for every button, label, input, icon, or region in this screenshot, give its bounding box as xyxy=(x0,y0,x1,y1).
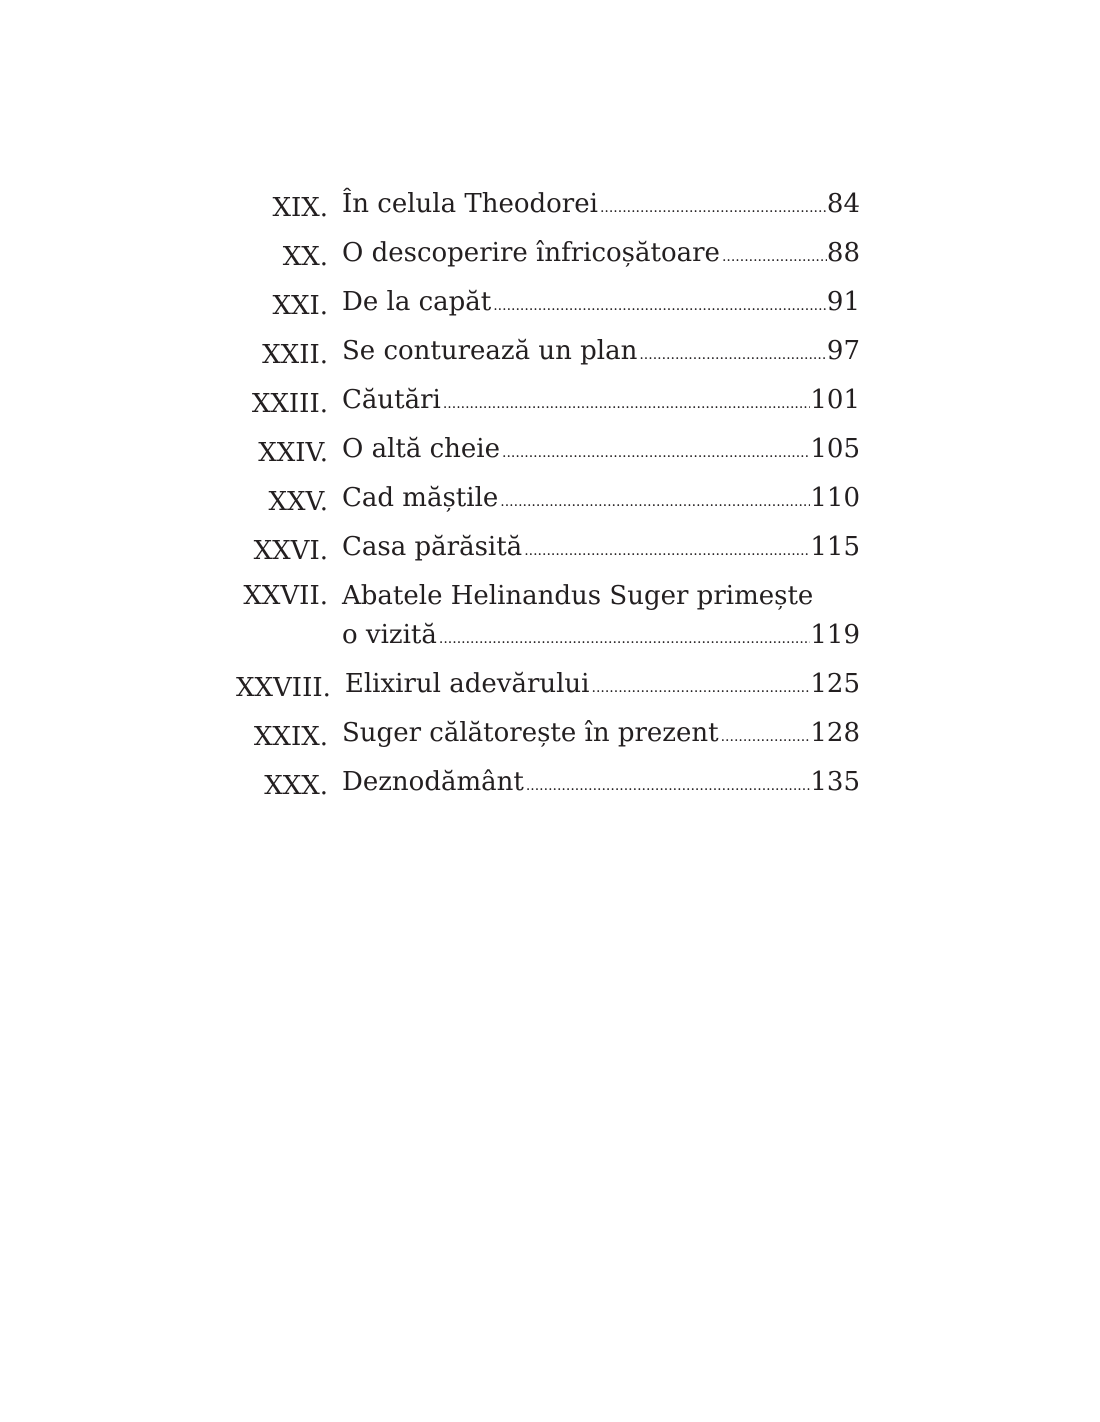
chapter-title: Cad măștile xyxy=(342,483,499,513)
toc-entry xyxy=(236,476,860,525)
page-number: 91 xyxy=(826,287,860,317)
page-number: 128 xyxy=(810,718,860,748)
leader-dots xyxy=(437,617,810,662)
page-number: 119 xyxy=(810,620,860,650)
page-number: 135 xyxy=(810,767,860,797)
table-of-contents xyxy=(236,182,860,809)
toc-entry xyxy=(236,574,860,662)
page-number: 105 xyxy=(810,434,860,464)
chapter-number: XXIII. xyxy=(251,389,328,419)
chapter-title: Elixirul adevărului xyxy=(344,669,590,699)
chapter-number: XX. xyxy=(282,242,328,272)
toc-entry xyxy=(236,662,860,711)
chapter-number: XXX. xyxy=(264,771,328,801)
chapter-title: Căutări xyxy=(342,385,441,415)
chapter-number: XXVIII. xyxy=(236,673,331,703)
chapter-title: Se conturează un plan xyxy=(342,336,638,366)
leader-dots xyxy=(590,666,811,711)
chapter-number: XIX. xyxy=(272,193,328,223)
chapter-title: Deznodământ xyxy=(342,767,524,797)
toc-entry xyxy=(236,525,860,574)
chapter-title: În celula Theodorei xyxy=(342,189,598,219)
page-number: 101 xyxy=(810,385,860,415)
page-number: 115 xyxy=(810,532,860,562)
chapter-number: XXII. xyxy=(262,340,328,370)
toc-entry xyxy=(236,280,860,329)
leader-dots xyxy=(524,764,811,809)
toc-entry xyxy=(236,182,860,231)
chapter-title-line-2: o vizită xyxy=(342,620,437,650)
chapter-number: XXIV. xyxy=(258,438,328,468)
chapter-number: XXV. xyxy=(268,487,328,517)
leader-dots xyxy=(498,480,810,525)
chapter-title: O descoperire înfricoșătoare xyxy=(342,238,720,268)
chapter-number: XXVI. xyxy=(253,536,328,566)
toc-entry xyxy=(236,378,860,427)
chapter-title-line-1: Abatele Helinandus Suger primește xyxy=(342,581,814,611)
chapter-title: Suger călătorește în prezent xyxy=(342,718,719,748)
leader-dots xyxy=(598,186,827,231)
chapter-number: XXIX. xyxy=(253,722,328,752)
page-number: 110 xyxy=(810,483,860,513)
page-number: 88 xyxy=(826,238,860,268)
leader-dots xyxy=(637,333,827,378)
chapter-number: XXVII. xyxy=(243,581,328,611)
chapter-title: De la capăt xyxy=(342,287,492,317)
leader-dots xyxy=(720,235,827,280)
toc-entry xyxy=(236,760,860,809)
chapter-number: XXI. xyxy=(272,291,328,321)
leader-dots xyxy=(441,382,811,427)
page-number: 84 xyxy=(826,189,860,219)
leader-dots xyxy=(491,284,827,329)
leader-dots xyxy=(522,529,810,574)
leader-dots xyxy=(500,431,810,476)
toc-entry xyxy=(236,329,860,378)
toc-entry xyxy=(236,711,860,760)
chapter-title: O altă cheie xyxy=(342,434,501,464)
page-number: 97 xyxy=(826,336,860,366)
toc-entry xyxy=(236,427,860,476)
leader-dots xyxy=(719,715,811,760)
toc-entry xyxy=(236,231,860,280)
chapter-title: Casa părăsită xyxy=(342,532,523,562)
page-number: 125 xyxy=(810,669,860,699)
